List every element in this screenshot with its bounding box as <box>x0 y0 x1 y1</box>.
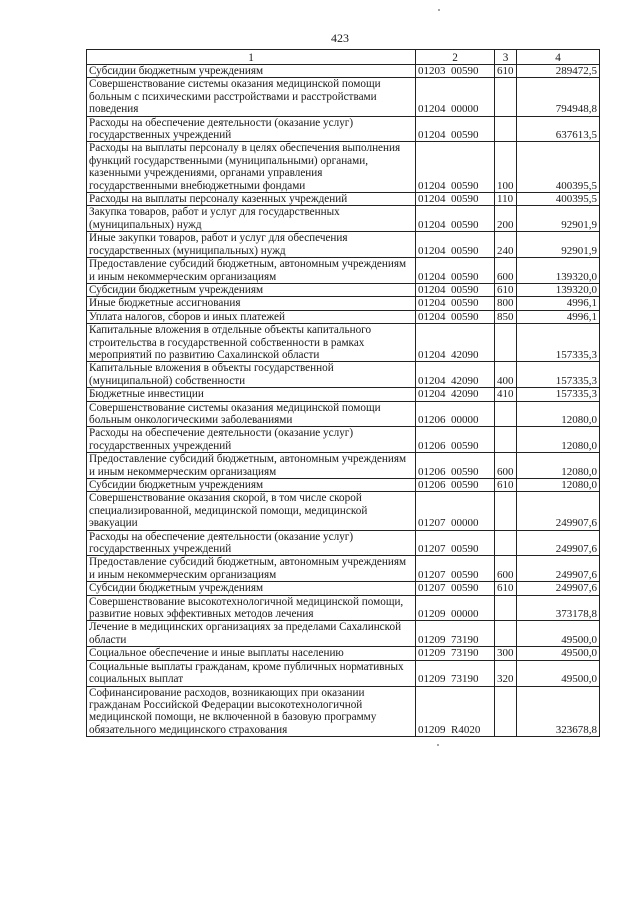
row-code: 01207 00590 <box>416 530 495 556</box>
row-expense-type: 610 <box>495 582 517 595</box>
row-name: Совершенствование высокотехнологичной медицинской помощи, развитие новых эффективных методов лечения <box>87 595 416 621</box>
row-code: 01203 00590 <box>416 65 495 78</box>
row-expense-type <box>495 686 517 737</box>
row-expense-type <box>495 401 517 427</box>
row-name: Предоставление субсидий бюджетным, автономным учреждениям и иным некоммерческим организациям <box>87 453 416 479</box>
table-row <box>87 142 600 193</box>
row-code: 01209 73190 <box>416 621 495 647</box>
row-expense-type: 240 <box>495 232 517 258</box>
row-amount: 637613,5 <box>517 116 600 142</box>
row-amount: 289472,5 <box>517 65 600 78</box>
row-expense-type: 610 <box>495 65 517 78</box>
row-expense-type <box>495 492 517 530</box>
header-col-name: 1 <box>87 50 416 65</box>
row-code: 01207 00000 <box>416 492 495 530</box>
row-code: 01206 00590 <box>416 453 495 479</box>
row-amount: 4996,1 <box>517 310 600 323</box>
row-expense-type: 610 <box>495 479 517 492</box>
row-expense-type: 600 <box>495 258 517 284</box>
table-row <box>87 65 600 78</box>
row-expense-type: 600 <box>495 453 517 479</box>
row-expense-type <box>495 621 517 647</box>
row-code: 01206 00000 <box>416 401 495 427</box>
row-amount: 400395,5 <box>517 142 600 193</box>
table-row <box>87 116 600 142</box>
row-amount: 49500,0 <box>517 621 600 647</box>
row-code: 01204 42090 <box>416 324 495 362</box>
row-amount: 323678,8 <box>517 686 600 737</box>
row-amount: 49500,0 <box>517 660 600 686</box>
row-expense-type: 100 <box>495 142 517 193</box>
row-expense-type: 800 <box>495 297 517 310</box>
row-code: 01204 00590 <box>416 283 495 296</box>
row-amount: 139320,0 <box>517 258 600 284</box>
row-code: 01204 00590 <box>416 258 495 284</box>
table-row <box>87 453 600 479</box>
row-name: Иные закупки товаров, работ и услуг для обеспечения государственных (муниципальных) нужд <box>87 232 416 258</box>
row-amount: 12080,0 <box>517 427 600 453</box>
row-name: Софинансирование расходов, возникающих при оказании гражданам Российской Федерации высокотехнологичной медицинской помощи, не включенной в базовую программу обязательного медицинского страхования <box>87 686 416 737</box>
row-expense-type: 610 <box>495 283 517 296</box>
scan-speck <box>438 9 440 11</box>
table-row <box>87 388 600 401</box>
table-row <box>87 595 600 621</box>
table-row <box>87 193 600 206</box>
row-code: 01204 00590 <box>416 206 495 232</box>
row-code: 01204 00590 <box>416 232 495 258</box>
row-amount: 157335,3 <box>517 324 600 362</box>
row-amount: 249907,6 <box>517 556 600 582</box>
row-code: 01209 00000 <box>416 595 495 621</box>
row-amount: 157335,3 <box>517 362 600 388</box>
row-name: Иные бюджетные ассигнования <box>87 297 416 310</box>
row-expense-type: 400 <box>495 362 517 388</box>
row-name: Расходы на обеспечение деятельности (оказание услуг) государственных учреждений <box>87 116 416 142</box>
row-expense-type <box>495 530 517 556</box>
row-code: 01204 00590 <box>416 193 495 206</box>
table-row <box>87 310 600 323</box>
table-row <box>87 232 600 258</box>
row-name: Капитальные вложения в отдельные объекты капитального строительства в государственной собственности в рамках мероприятий по развитию Сахалинской области <box>87 324 416 362</box>
row-name: Капитальные вложения в объекты государственной (муниципальной) собственности <box>87 362 416 388</box>
row-name: Субсидии бюджетным учреждениям <box>87 283 416 296</box>
table-row <box>87 492 600 530</box>
table-row <box>87 582 600 595</box>
row-expense-type: 110 <box>495 193 517 206</box>
table-row <box>87 660 600 686</box>
table-row <box>87 258 600 284</box>
row-code: 01206 00590 <box>416 427 495 453</box>
row-expense-type: 320 <box>495 660 517 686</box>
table-row <box>87 427 600 453</box>
row-code: 01204 42090 <box>416 362 495 388</box>
row-amount: 249907,6 <box>517 582 600 595</box>
row-amount: 400395,5 <box>517 193 600 206</box>
row-code: 01206 00590 <box>416 479 495 492</box>
row-amount: 92901,9 <box>517 232 600 258</box>
row-name: Социальное обеспечение и иные выплаты населению <box>87 647 416 660</box>
page-number: 423 <box>331 31 349 45</box>
table-row <box>87 686 600 737</box>
table-row <box>87 479 600 492</box>
row-code: 01204 00590 <box>416 116 495 142</box>
header-col-vr: 3 <box>495 50 517 65</box>
scan-speck <box>437 744 439 746</box>
row-name: Предоставление субсидий бюджетным, автономным учреждениям и иным некоммерческим организациям <box>87 258 416 284</box>
row-name: Расходы на обеспечение деятельности (оказание услуг) государственных учреждений <box>87 427 416 453</box>
row-amount: 249907,6 <box>517 492 600 530</box>
row-code: 01209 73190 <box>416 647 495 660</box>
row-name: Расходы на обеспечение деятельности (оказание услуг) государственных учреждений <box>87 530 416 556</box>
row-amount: 12080,0 <box>517 453 600 479</box>
table-row <box>87 401 600 427</box>
row-name: Закупка товаров, работ и услуг для государственных (муниципальных) нужд <box>87 206 416 232</box>
header-col-sum: 4 <box>517 50 600 65</box>
budget-table <box>86 49 600 737</box>
table-row <box>87 297 600 310</box>
row-amount: 4996,1 <box>517 297 600 310</box>
row-amount: 249907,6 <box>517 530 600 556</box>
row-code: 01204 00590 <box>416 297 495 310</box>
row-expense-type <box>495 427 517 453</box>
row-amount: 373178,8 <box>517 595 600 621</box>
row-expense-type <box>495 78 517 116</box>
header-col-code: 2 <box>416 50 495 65</box>
row-name: Предоставление субсидий бюджетным, автономным учреждениям и иным некоммерческим организациям <box>87 556 416 582</box>
table-row <box>87 362 600 388</box>
row-amount: 157335,3 <box>517 388 600 401</box>
row-name: Расходы на выплаты персоналу казенных учреждений <box>87 193 416 206</box>
row-code: 01204 00000 <box>416 78 495 116</box>
row-expense-type <box>495 324 517 362</box>
row-name: Субсидии бюджетным учреждениям <box>87 479 416 492</box>
table-row <box>87 283 600 296</box>
row-name: Социальные выплаты гражданам, кроме публичных нормативных социальных выплат <box>87 660 416 686</box>
row-code: 01207 00590 <box>416 556 495 582</box>
table-row <box>87 556 600 582</box>
row-amount: 794948,8 <box>517 78 600 116</box>
row-name: Совершенствование оказания скорой, в том числе скорой специализированной, медицинской помощи, медицинской эвакуации <box>87 492 416 530</box>
table-row <box>87 621 600 647</box>
table-row <box>87 206 600 232</box>
row-code: 01207 00590 <box>416 582 495 595</box>
row-expense-type: 850 <box>495 310 517 323</box>
row-name: Лечение в медицинских организациях за пределами Сахалинской области <box>87 621 416 647</box>
row-name: Уплата налогов, сборов и иных платежей <box>87 310 416 323</box>
row-amount: 49500,0 <box>517 647 600 660</box>
table-row <box>87 647 600 660</box>
row-expense-type <box>495 116 517 142</box>
row-name: Бюджетные инвестиции <box>87 388 416 401</box>
row-expense-type: 300 <box>495 647 517 660</box>
row-code: 01204 00590 <box>416 142 495 193</box>
row-expense-type: 200 <box>495 206 517 232</box>
row-name: Субсидии бюджетным учреждениям <box>87 65 416 78</box>
table-header-row <box>87 50 600 65</box>
row-amount: 12080,0 <box>517 401 600 427</box>
row-amount: 12080,0 <box>517 479 600 492</box>
row-code: 01209 73190 <box>416 660 495 686</box>
row-expense-type: 600 <box>495 556 517 582</box>
row-name: Совершенствование системы оказания медицинской помощи больным онкологическими заболеваниями <box>87 401 416 427</box>
row-code: 01204 00590 <box>416 310 495 323</box>
row-expense-type <box>495 595 517 621</box>
table-row <box>87 530 600 556</box>
row-amount: 139320,0 <box>517 283 600 296</box>
table-row <box>87 78 600 116</box>
row-name: Совершенствование системы оказания медицинской помощи больным с психическими расстройствами и расстройствами поведения <box>87 78 416 116</box>
row-code: 01204 42090 <box>416 388 495 401</box>
table-row <box>87 324 600 362</box>
row-amount: 92901,9 <box>517 206 600 232</box>
row-expense-type: 410 <box>495 388 517 401</box>
row-code: 01209 R4020 <box>416 686 495 737</box>
row-name: Субсидии бюджетным учреждениям <box>87 582 416 595</box>
row-name: Расходы на выплаты персоналу в целях обеспечения выполнения функций государственными (муниципальными) органами, казенными учреждениями, органами управления государственными внебюджетными фондами <box>87 142 416 193</box>
